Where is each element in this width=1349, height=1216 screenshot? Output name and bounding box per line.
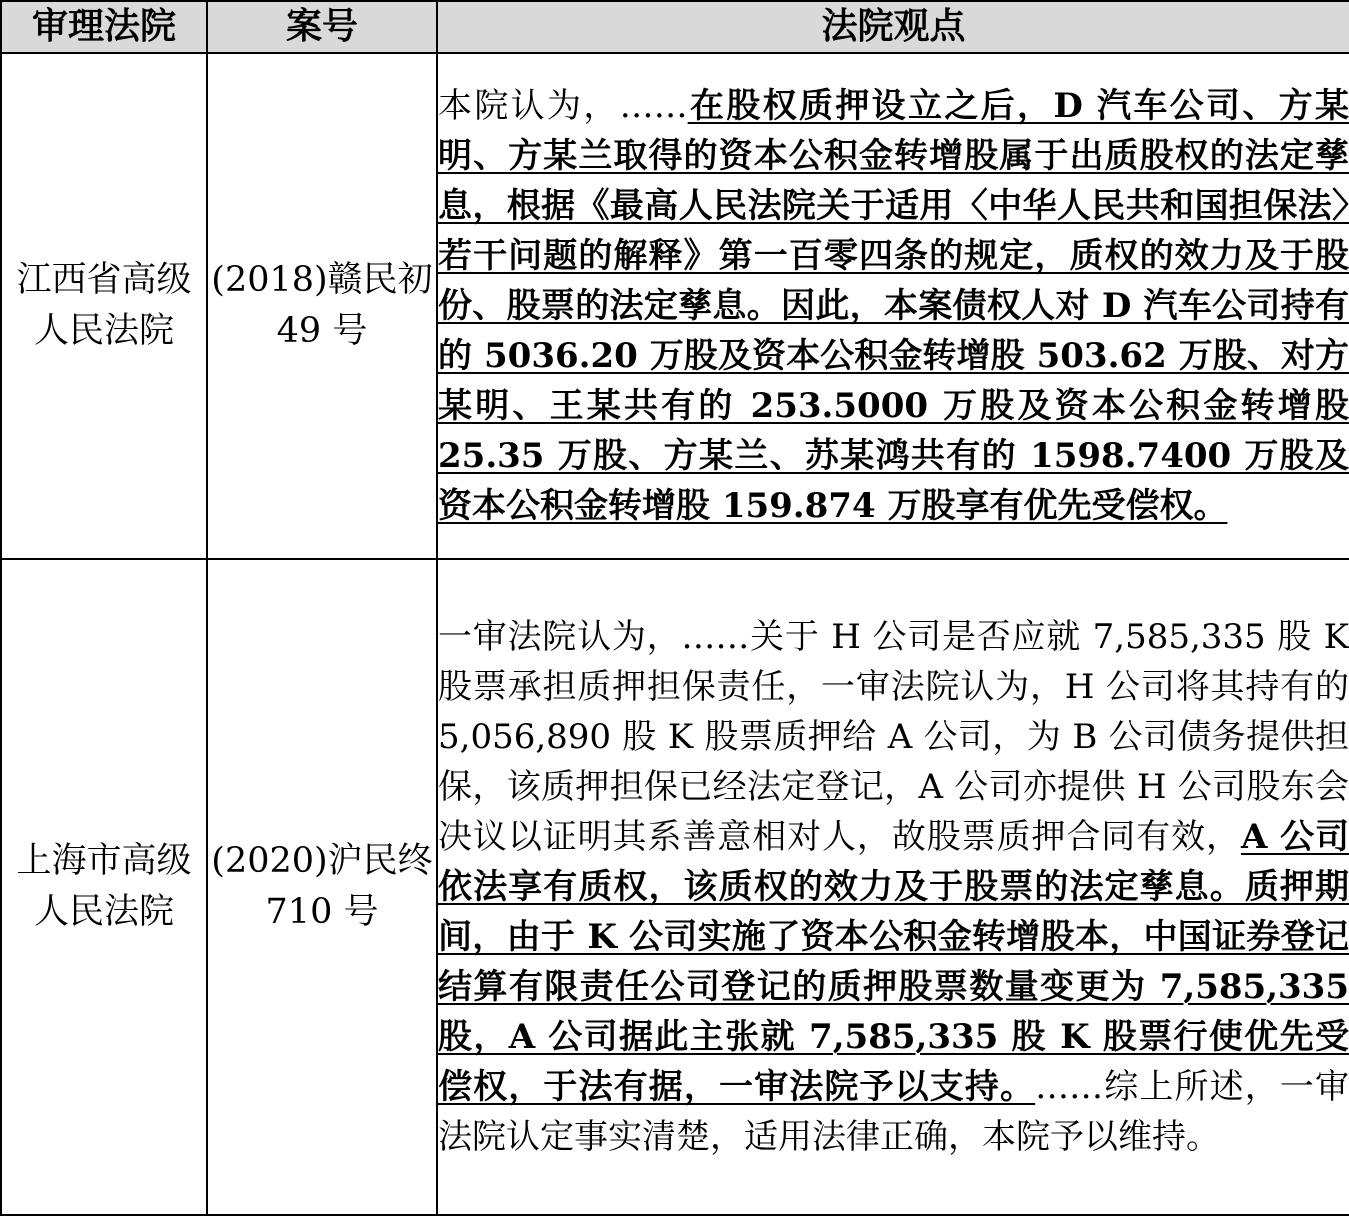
- header-opinion: 法院观点: [437, 1, 1349, 53]
- header-row: [1, 1, 1349, 53]
- case-number-cell: (2020)沪民终 710 号: [207, 559, 437, 1215]
- opinion-intro: 本院认为，……: [438, 86, 688, 126]
- opinion-intro: 一审法院认为，……关于 H 公司是否应就 7,585,335 股 K 股票承担质押担保责任，一审法院认为，H 公司将其持有的 5,056,890 股 K 股票质押给 A 公司，为 B 公司债务提供担保，该质押担保已经法定登记，A 公司亦提供 H 公司股东会决议以证明其系善意相对人，故股票质押合同有效，: [438, 617, 1349, 857]
- table-row: [1, 559, 1349, 1215]
- table-row: [1, 53, 1349, 559]
- opinion-highlight: A 公司依法享有质权，该质权的效力及于股票的法定孳息。质押期间，由于 K 公司实施了资本公积金转增股本，中国证券登记结算有限责任公司登记的质押股票数量变更为 7,585,335 股，A 公司据此主张就 7,585,335 股 K 股票行使优先受偿权，于法有据，一审法院予以支持。: [438, 817, 1349, 1107]
- opinion-outro: ……综上所述，一审法院认定事实清楚，适用法律正确，本院予以维持。: [438, 1067, 1349, 1157]
- header-court: 审理法院: [1, 1, 207, 53]
- opinion-cell: [437, 53, 1349, 559]
- court-cell: 上海市高级人民法院: [1, 559, 207, 1215]
- opinion-cell: [437, 559, 1349, 1215]
- court-cell: 江西省高级人民法院: [1, 53, 207, 559]
- header-case-number: 案号: [207, 1, 437, 53]
- case-number-cell: (2018)赣民初 49 号: [207, 53, 437, 559]
- opinion-highlight: 在股权质押设立之后，D 汽车公司、方某明、方某兰取得的资本公积金转增股属于出质股权的法定孳息，根据《最高人民法院关于适用〈中华人民共和国担保法〉若干问题的解释》第一百零四条的规定，质权的效力及于股份、股票的法定孳息。因此，本案债权人对 D 汽车公司持有的 5036.20 万股及资本公积金转增股 503.62 万股、对方某明、王某共有的 253.5000 万股及资本公积金转增股 25.35 万股、方某兰、苏某鸿共有的 1598.7400 万股及资本公积金转增股 159.874 万股享有优先受偿权。: [438, 86, 1349, 526]
